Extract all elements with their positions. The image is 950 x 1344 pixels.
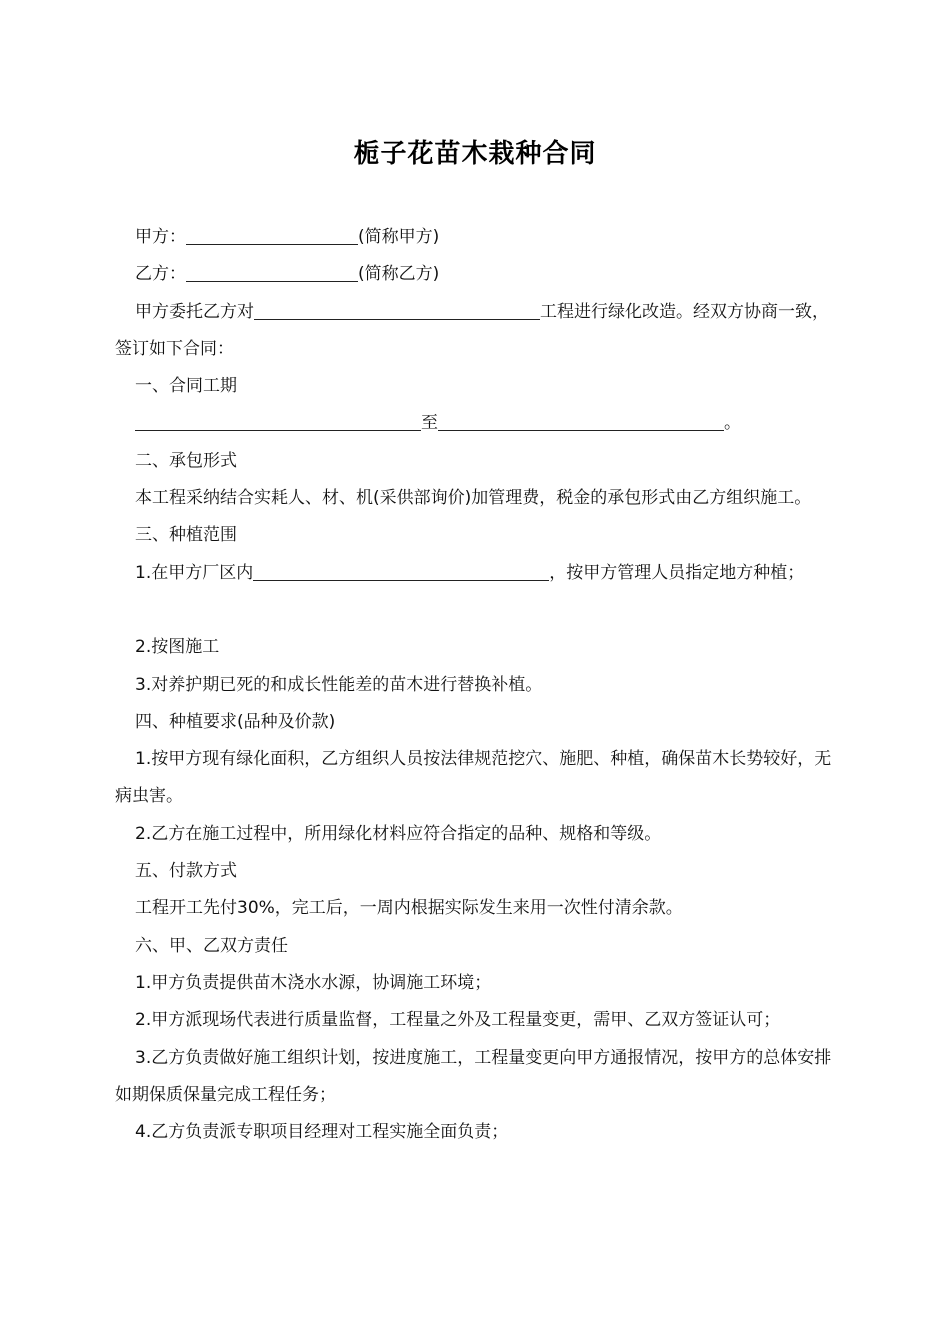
section-2-heading: 二、承包形式 (135, 450, 237, 471)
section-6-item-1: 1.甲方负责提供苗木浇水水源，协调施工环境； (135, 972, 492, 993)
section-1-heading: 一、合同工期 (135, 376, 237, 397)
party-b-blank (186, 264, 358, 282)
party-b-label: 乙方： (135, 264, 186, 285)
period-to: 至 (421, 413, 438, 434)
section-3-heading: 三、种植范围 (135, 525, 237, 546)
s3-item1-suffix: ，按甲方管理人员指定地方种植； (549, 562, 805, 583)
section-2-text: 本工程采纳结合实耗人、材、机(采供部询价)加管理费，税金的承包形式由乙方组织施工。 (135, 488, 812, 509)
section-6-item-4: 4.乙方负责派专职项目经理对工程实施全面负责； (135, 1122, 509, 1143)
s3-item1-prefix: 1.在甲方厂区内 (135, 562, 254, 583)
party-b-line (115, 256, 845, 293)
section-3-item-3: 3.对养护期已死的和成长性能差的苗木进行替换补植。 (135, 674, 543, 695)
contract-period-line (115, 405, 845, 442)
section-6-heading: 六、甲、乙双方责任 (135, 935, 288, 956)
period-end: 。 (724, 413, 741, 434)
intro-prefix: 甲方委托乙方对 (135, 301, 254, 322)
intro-paragraph (115, 294, 845, 369)
party-a-label: 甲方： (135, 227, 186, 247)
section-4-item-1: 1.按甲方现有绿化面积，乙方组织人员按法律规范挖穴、施肥、种植，确保苗木长势较好，无病虫害。 (115, 749, 832, 807)
section-6-item-2: 2.甲方派现场代表进行质量监督，工程量之外及工程量变更，需甲、乙双方签证认可； (135, 1010, 781, 1031)
section-5-text: 工程开工先付30%，完工后，一周内根据实际发生来用一次性付清余款。 (135, 898, 683, 919)
party-a-blank (186, 227, 358, 245)
project-name-blank (254, 302, 540, 320)
factory-area-blank (253, 563, 549, 581)
section-3-item-1 (115, 555, 845, 592)
section-6-item-3: 3.乙方负责做好施工组织计划，按进度施工，工程量变更向甲方通报情况，按甲方的总体安排如期保质保量完成工程任务； (115, 1047, 832, 1105)
intro-suffix: 工程进行绿化改造。经双方协商一致，签订如下合同： (115, 301, 829, 359)
section-3-item-2: 2.按图施工 (135, 637, 220, 658)
party-a-line (115, 219, 845, 256)
section-5-heading: 五、付款方式 (135, 861, 237, 882)
spacer (115, 592, 845, 629)
start-date-blank (135, 413, 421, 431)
section-4-item-2: 2.乙方在施工过程中，所用绿化材料应符合指定的品种、规格和等级。 (135, 823, 662, 844)
party-a-note: (简称甲方) (358, 227, 440, 247)
end-date-blank (438, 413, 724, 431)
document-body (115, 219, 845, 1151)
document-title: 栀子花苗木栽种合同 (353, 139, 597, 169)
party-b-note: (简称乙方) (358, 264, 440, 285)
section-4-heading: 四、种植要求(品种及价款) (135, 711, 336, 732)
